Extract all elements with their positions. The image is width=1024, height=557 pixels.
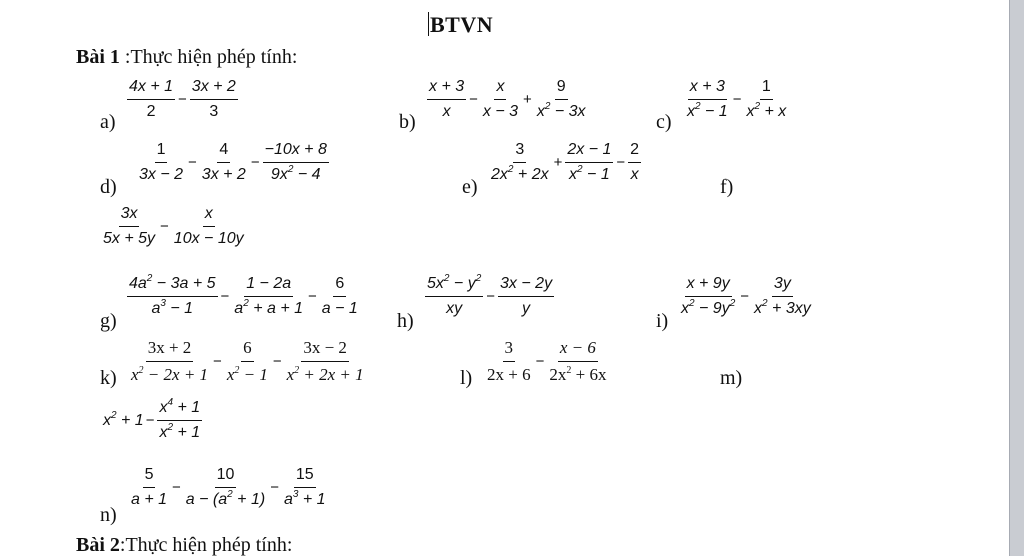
numerator: x + 9y	[685, 275, 732, 297]
fraction	[547, 338, 608, 385]
fraction	[685, 78, 730, 121]
fraction	[489, 141, 551, 184]
plus-sign: +	[553, 154, 563, 171]
exercise-1-heading	[76, 46, 297, 69]
fraction	[200, 141, 248, 184]
numerator: x + 3	[688, 78, 727, 100]
fraction	[320, 275, 360, 318]
fraction	[498, 275, 554, 318]
label-c: c)	[656, 111, 672, 133]
expr-b	[426, 78, 589, 121]
fraction	[628, 141, 641, 184]
denominator: 2	[146, 103, 156, 120]
numerator: 1	[760, 78, 773, 100]
denominator: $x^2 - 1$	[687, 101, 728, 120]
minus-sign: −	[270, 479, 279, 496]
denominator: $x^2 - 3x$	[536, 101, 586, 120]
minus-sign: −	[172, 479, 181, 496]
minus-sign: −	[732, 91, 742, 108]
minus-sign: −	[250, 154, 260, 171]
expr-m	[103, 399, 203, 442]
fraction	[184, 466, 267, 509]
exercise-2-heading	[76, 534, 292, 557]
numerator: 2	[628, 141, 641, 163]
expr-d	[136, 141, 330, 184]
label-l: l)	[460, 367, 473, 389]
fraction	[679, 275, 737, 318]
expr-i	[678, 275, 814, 318]
numerator: 3	[513, 141, 526, 163]
fraction	[232, 275, 305, 318]
minus-sign: −	[213, 353, 222, 370]
denominator: 5x + 5y	[103, 230, 156, 247]
label-f: f)	[720, 176, 734, 198]
page-edge-scrollbar	[1009, 0, 1024, 556]
label-h: h)	[397, 310, 414, 332]
denominator: x	[442, 103, 451, 120]
denominator: $x^2 - 1$	[569, 164, 610, 183]
numerator: 6	[241, 338, 254, 362]
minus-sign: −	[160, 218, 169, 235]
denominator: a − 1	[321, 300, 358, 317]
numerator: 1	[155, 141, 168, 163]
numerator: x	[494, 78, 506, 100]
denominator: $x^2 - 2x + 1$	[131, 365, 209, 384]
term: $x^2 + 1$	[103, 409, 144, 429]
expr-e	[488, 141, 642, 184]
expr-a	[126, 78, 239, 121]
fraction	[225, 338, 270, 385]
exercise-2-label: Bài 2	[76, 534, 120, 556]
label-m: m)	[720, 367, 743, 389]
fraction	[190, 78, 238, 121]
exercise-2-instruction: :Thực hiện phép tính:	[119, 534, 293, 556]
denominator: 10x − 10y	[173, 230, 244, 247]
denominator: xy	[446, 300, 463, 317]
numerator: 5	[143, 466, 156, 488]
exercise-1-label: Bài 1	[76, 46, 120, 68]
numerator: 6	[333, 275, 346, 297]
expr-f	[100, 205, 247, 248]
denominator: $a - (a^2 + 1)$	[185, 489, 266, 508]
denominator: $x^2 + 1$	[159, 422, 201, 441]
plus-sign: +	[523, 91, 532, 108]
fraction	[127, 78, 175, 121]
label-a: a)	[100, 111, 116, 133]
minus-sign: −	[220, 288, 230, 305]
numerator: 15	[294, 466, 316, 488]
fraction	[752, 275, 813, 318]
denominator: x	[630, 166, 639, 183]
minus-sign: −	[469, 91, 478, 108]
denominator: $a^2 + a + 1$	[234, 298, 304, 317]
label-e: e)	[462, 176, 478, 198]
fraction	[425, 275, 483, 318]
fraction	[172, 205, 246, 248]
fraction	[565, 141, 613, 184]
minus-sign: −	[188, 154, 197, 171]
fraction	[282, 466, 328, 509]
denominator: $x^2 - 9y^2$	[681, 298, 736, 317]
numerator: 2x − 1	[565, 141, 613, 163]
label-b: b)	[399, 111, 416, 133]
denominator: $2x^2 + 2x$	[491, 164, 549, 183]
minus-sign: −	[740, 288, 750, 305]
numerator: −10x + 8	[263, 141, 329, 163]
exercise-1-instruction: :Thực hiện phép tính:	[119, 46, 298, 68]
expr-h	[424, 275, 555, 318]
denominator: a + 1	[131, 491, 168, 508]
numerator: 3y	[772, 275, 793, 297]
denominator: $a^3 - 1$	[151, 298, 194, 317]
denominator: x − 3	[482, 103, 519, 120]
fraction	[263, 141, 329, 184]
fraction	[137, 141, 185, 184]
minus-sign: −	[616, 154, 626, 171]
denominator: $9x^2 - 4$	[270, 164, 321, 183]
label-d: d)	[100, 176, 117, 198]
fraction	[127, 275, 218, 318]
label-k: k)	[100, 367, 117, 389]
denominator: $x^2 + x$	[746, 101, 787, 120]
numerator: 3x	[119, 205, 140, 227]
denominator: 3x − 2	[139, 166, 184, 183]
expr-l	[484, 338, 609, 385]
numerator: x − 6	[558, 338, 598, 362]
numerator: 4	[217, 141, 230, 163]
denominator: $x^2 + 2x + 1$	[286, 365, 364, 384]
denominator: $a^3 + 1$	[283, 489, 326, 508]
numerator: $4a^2 - 3a + 5$	[127, 275, 218, 297]
minus-sign: −	[486, 288, 496, 305]
label-i: i)	[656, 310, 669, 332]
label-g: g)	[100, 310, 117, 332]
fraction	[744, 78, 788, 121]
minus-sign: −	[308, 288, 317, 305]
fraction	[129, 466, 169, 509]
minus-sign: −	[178, 91, 187, 108]
minus-sign: −	[535, 353, 545, 370]
numerator: 4x + 1	[127, 78, 175, 100]
title-text: BTVN	[430, 12, 494, 37]
denominator: $x^2 - 1$	[226, 365, 268, 384]
fraction	[485, 338, 533, 385]
numerator: $5x^2 - y^2$	[425, 275, 483, 297]
expr-n	[128, 466, 329, 509]
fraction	[535, 78, 588, 121]
denominator: $2x^2 + 6x$	[549, 365, 607, 384]
label-n: n)	[100, 504, 117, 526]
text-cursor	[428, 12, 429, 36]
numerator: x	[203, 205, 215, 227]
denominator: y	[522, 300, 531, 317]
numerator: 3x + 2	[146, 338, 194, 362]
numerator: $x^4 + 1$	[157, 399, 202, 421]
minus-sign: −	[272, 353, 282, 370]
numerator: 3x − 2y	[498, 275, 554, 297]
numerator: x + 3	[427, 78, 466, 100]
expr-g	[126, 275, 361, 318]
fraction	[427, 78, 466, 121]
denominator: $x^2 + 3xy$	[754, 298, 811, 317]
numerator: 10	[215, 466, 237, 488]
numerator: 9	[555, 78, 568, 100]
fraction	[129, 338, 210, 385]
page-title	[428, 12, 493, 38]
fraction	[157, 399, 202, 442]
fraction	[481, 78, 520, 121]
numerator: 3x + 2	[190, 78, 238, 100]
expr-c	[684, 78, 789, 121]
denominator: 2x + 6	[487, 365, 531, 384]
denominator: 3	[209, 103, 219, 120]
numerator: 1 − 2a	[244, 275, 293, 297]
fraction	[285, 338, 366, 385]
numerator: 3	[503, 338, 516, 362]
denominator: 3x + 2	[201, 166, 246, 183]
minus-sign: −	[145, 412, 155, 429]
expr-k	[128, 338, 367, 385]
numerator: 3x − 2	[301, 338, 349, 362]
fraction	[101, 205, 157, 248]
